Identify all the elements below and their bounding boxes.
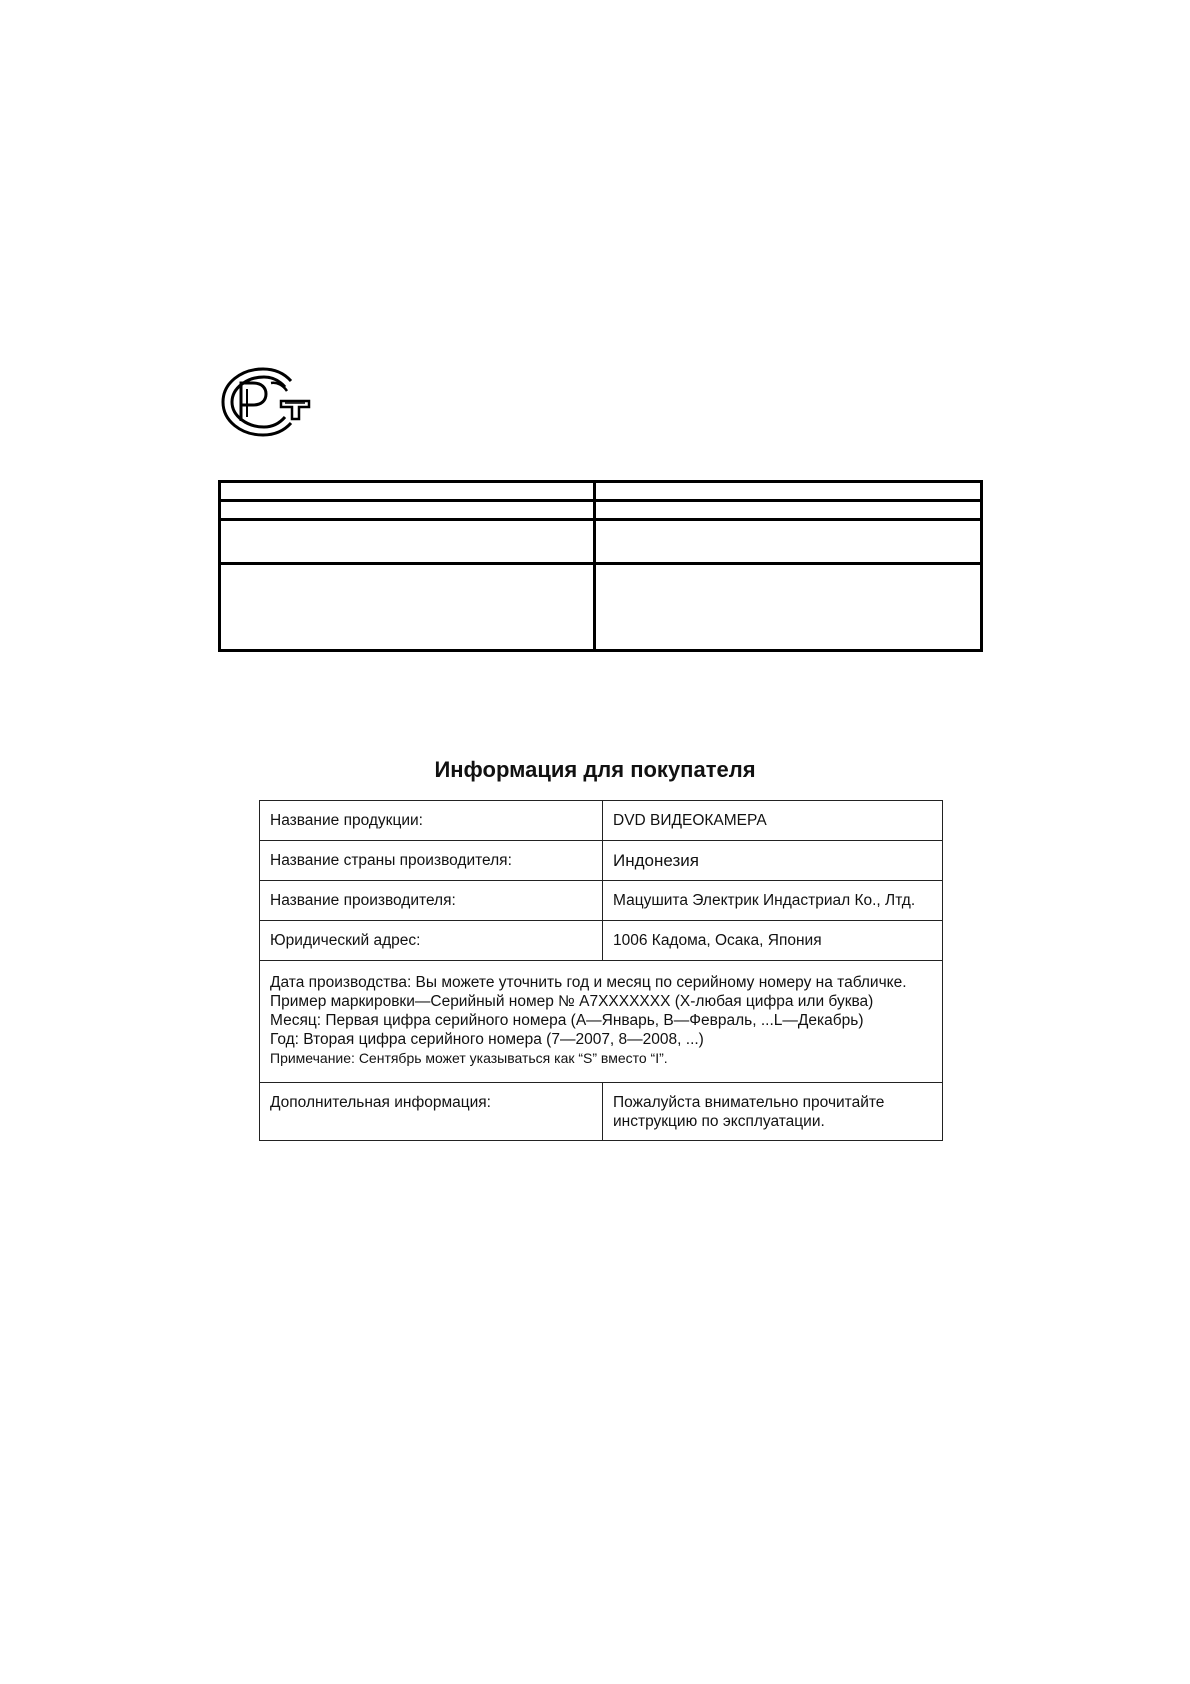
additional-value-line-1: Пожалуйста внимательно прочитайте: [613, 1094, 885, 1111]
country-label: Название страны производителя:: [260, 841, 603, 881]
table-row-additional: [260, 1083, 943, 1141]
product-value: DVD ВИДЕОКАМЕРА: [603, 801, 943, 841]
address-value: 1006 Кадома, Осака, Япония: [603, 921, 943, 961]
date-line-3: Месяц: Первая цифра серийного номера (A—Январь, B—Февраль, ...L—Декабрь): [270, 1012, 864, 1029]
empty-table-row: [220, 482, 982, 501]
additional-value: [603, 1083, 943, 1141]
manufacturer-label: Название производителя:: [260, 881, 603, 921]
info-table: [259, 800, 943, 1141]
production-date-block: [260, 961, 943, 1083]
table-row-country: [260, 841, 943, 881]
info-title: Информация для покупателя: [434, 757, 756, 782]
date-line-1: Дата производства: Вы можете уточнить год и месяц по серийному номеру на табличке.: [270, 974, 907, 991]
empty-table-row: [220, 520, 982, 564]
pct-certification-logo: [219, 367, 315, 437]
date-note-line: Примечание: Сентябрь может указываться как “S” вместо “I”.: [270, 1050, 668, 1066]
table-row-manufacturer: [260, 881, 943, 921]
date-line-4: Год: Вторая цифра серийного номера (7—2007, 8—2008, ...): [270, 1031, 704, 1048]
empty-table-row: [220, 501, 982, 520]
empty-table-row: [220, 563, 982, 650]
additional-value-line-2: инструкцию по эксплуатации.: [613, 1113, 825, 1130]
country-value: Индонезия: [603, 841, 943, 881]
date-line-2: Пример маркировки—Серийный номер № A7XXXXXXX (X-любая цифра или буква): [270, 993, 874, 1010]
table-row-product: [260, 801, 943, 841]
empty-table: [218, 480, 983, 652]
table-row-production-date: [260, 961, 943, 1083]
additional-label: Дополнительная информация:: [260, 1083, 603, 1141]
table-row-address: [260, 921, 943, 961]
manufacturer-value: Мацушита Электрик Индастриал Ко., Лтд.: [603, 881, 943, 921]
product-label: Название продукции:: [260, 801, 603, 841]
address-label: Юридический адрес:: [260, 921, 603, 961]
